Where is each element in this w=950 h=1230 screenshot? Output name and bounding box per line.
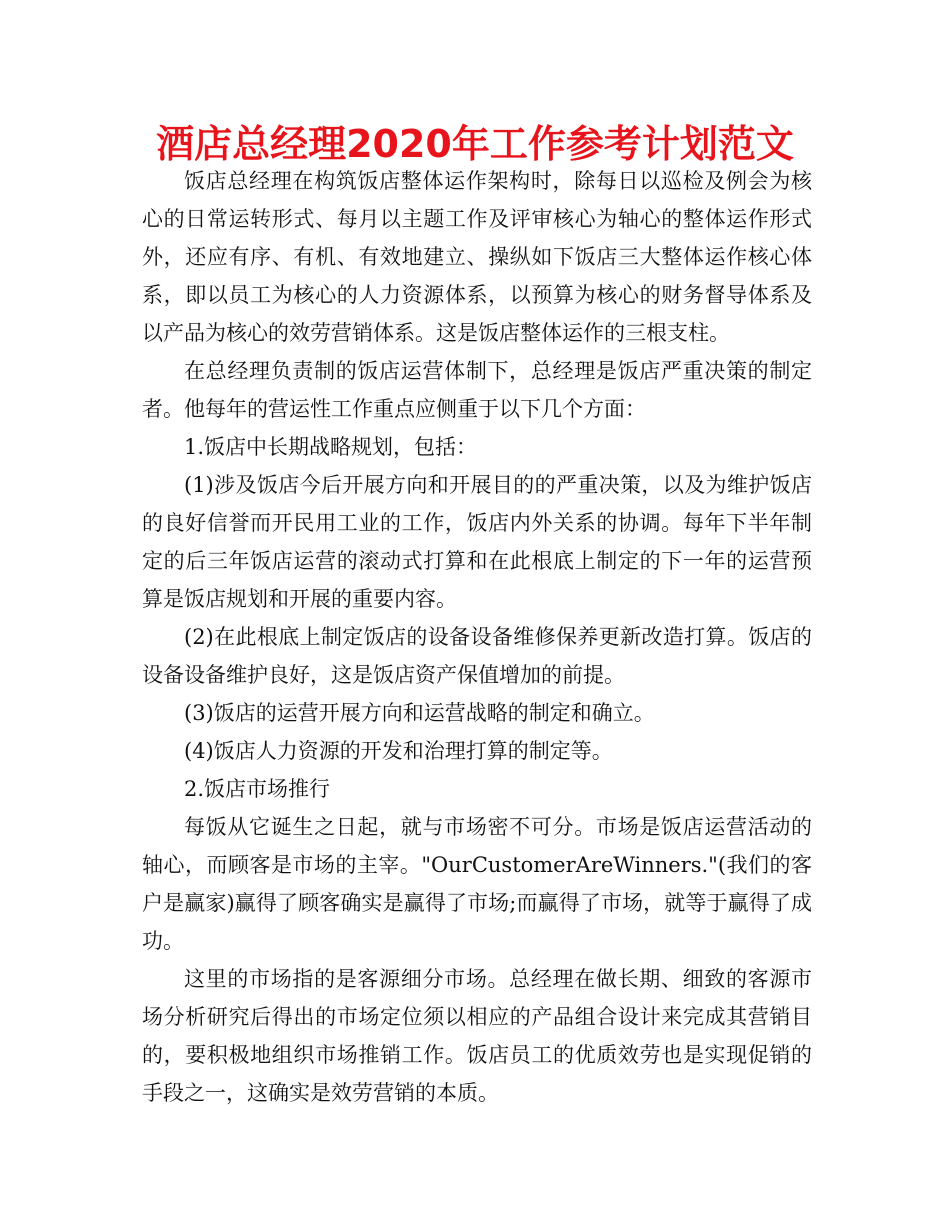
document-title: 酒店总经理2020年工作参考计划范文 [156,122,794,166]
paragraph-market-1: 每饭从它诞生之日起，就与市场密不可分。市场是饭店运营活动的轴心，而顾客是市场的主宰。"OurCustomerAreWinners."(我们的客户是赢家)赢得了顾客确实是赢得了市场;而赢得了市场，就等于赢得了成功。 [142,815,812,953]
paragraph-item-2: (2)在此根底上制定饭店的设备设备维修保养更新改造打算。饭店的设备设备维护良好，这是饭店资产保值增加的前提。 [142,625,812,687]
document-body [142,162,812,1112]
paragraph-item-1: (1)涉及饭店今后开展方向和开展目的的严重决策，以及为维护饭店的良好信誉而开民用工业的工作，饭店内外关系的协调。每年下半年制定的后三年饭店运营的滚动式打算和在此根底上制定的下一年的运营预算是饭店规划和开展的重要内容。 [142,473,812,611]
paragraph-item-3: (3)饭店的运营开展方向和运营战略的制定和确立。 [184,701,655,725]
paragraph-section-1-heading: 1.饭店中长期战略规划，包括： [184,435,478,459]
paragraph-section-2-heading: 2.饭店市场推行 [184,777,331,801]
paragraph-gm-role: 在总经理负责制的饭店运营体制下，总经理是饭店严重决策的制定者。他每年的营运性工作重点应侧重于以下几个方面： [142,359,812,421]
paragraph-market-2: 这里的市场指的是客源细分市场。总经理在做长期、细致的客源市场分析研究后得出的市场定位须以相应的产品组合设计来完成其营销目的，要积极地组织市场推销工作。饭店员工的优质效劳也是实现促销的手段之一，这确实是效劳营销的本质。 [142,967,812,1105]
paragraph-item-4: (4)饭店人力资源的开发和治理打算的制定等。 [184,739,613,763]
paragraph-intro: 饭店总经理在构筑饭店整体运作架构时，除每日以巡检及例会为核心的日常运转形式、每月以主题工作及评审核心为轴心的整体运作形式外，还应有序、有机、有效地建立、操纵如下饭店三大整体运作核心体系，即以员工为核心的人力资源体系，以预算为核心的财务督导体系及以产品为核心的效劳营销体系。这是饭店整体运作的三根支柱。 [142,169,812,345]
